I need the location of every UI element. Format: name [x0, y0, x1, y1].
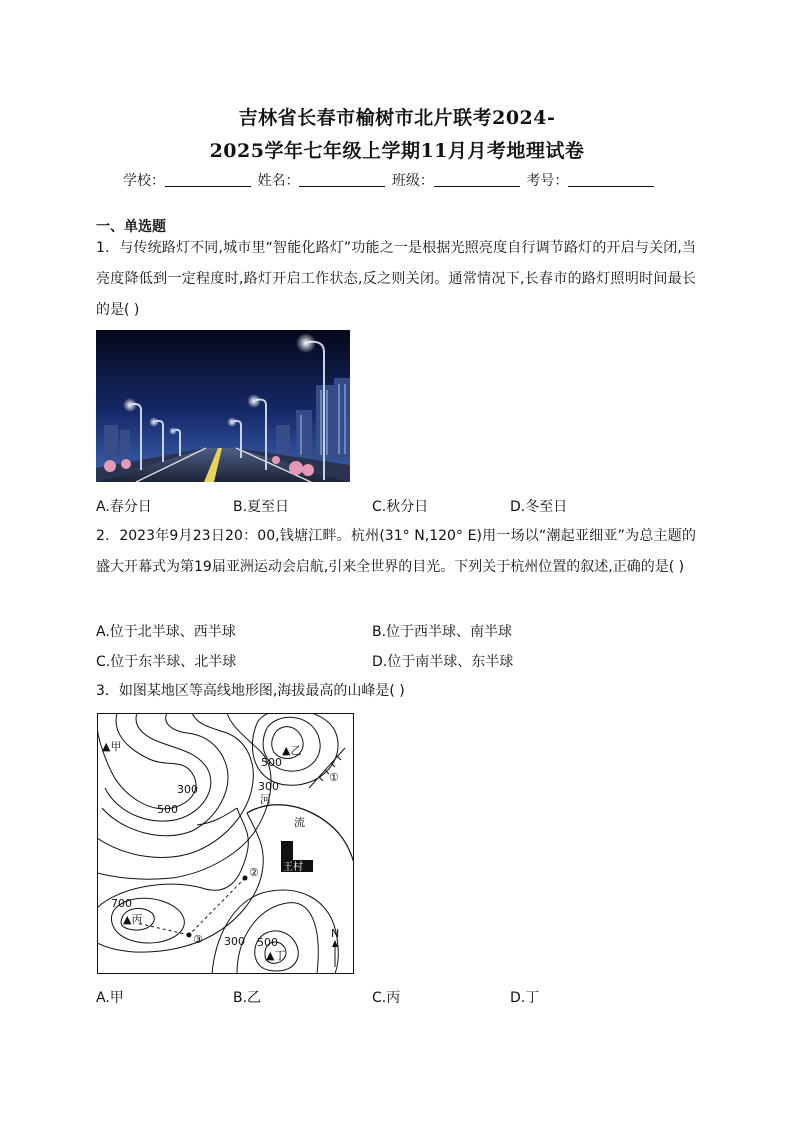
exam-number-label: 考号： — [526, 173, 569, 189]
q2-option-a[interactable]: A.位于北半球、西半球 — [96, 624, 236, 640]
contour-300-b: 300 — [258, 780, 279, 793]
contour-500-a: 500 — [261, 756, 282, 769]
river-label-liu: 流 — [294, 816, 305, 829]
name-label: 姓名： — [257, 173, 300, 189]
question-1-text: 1．与传统路灯不同,城市里“智能化路灯”功能之一是根据光照亮度自行调节路灯的开启与关闭,当亮度降低到一定程度时,路灯开启工作状态,反之则关闭。通常情况下,长春市的路灯照明时间最长的是( ) — [96, 240, 696, 318]
q1-option-b[interactable]: B.夏至日 — [233, 499, 290, 515]
student-info-row — [123, 170, 656, 190]
class-label: 班级： — [391, 173, 434, 189]
question-2-text: 2．2023年9月23日20：00,钱塘江畔。杭州(31° N,120° E)用一场以“潮起亚细亚”为总主题的盛大开幕式为第19届亚洲运动会启航,引来全世界的目光。下列关于杭州位置的叙述,正确的是( ) — [96, 528, 696, 575]
peak-yi-label: ▲乙 — [282, 744, 302, 757]
name-blank[interactable] — [299, 172, 385, 187]
q2-option-b[interactable]: B.位于西半球、南半球 — [372, 624, 513, 640]
village-label: 王村 — [283, 862, 303, 873]
q3-option-c[interactable]: C.丙 — [372, 990, 401, 1006]
q1-option-c[interactable]: C.秋分日 — [372, 499, 429, 515]
exam-number-blank[interactable] — [568, 172, 654, 187]
q2-option-d[interactable]: D.位于南半球、东半球 — [372, 654, 514, 670]
school-label: 学校： — [123, 173, 165, 189]
class-blank[interactable] — [434, 172, 520, 187]
q1-option-d[interactable]: D.冬至日 — [510, 499, 568, 515]
q3-option-b[interactable]: B.乙 — [233, 990, 262, 1006]
peak-bing-label: ▲丙 — [123, 913, 143, 926]
q2-option-c[interactable]: C.位于东半球、北半球 — [96, 654, 237, 670]
contour-map — [97, 713, 354, 974]
peak-ding-label: ▲丁 — [266, 949, 286, 962]
contour-300-a: 300 — [177, 783, 198, 796]
question-3-text: 3．如图某地区等高线地形图,海拔最高的山峰是( ) — [96, 683, 405, 699]
contour-700: 700 — [111, 897, 132, 910]
q1-option-a[interactable]: A.春分日 — [96, 499, 152, 515]
peak-jia-label: ▲甲 — [102, 740, 122, 753]
street-light-photo — [96, 330, 350, 482]
north-label: N — [331, 927, 340, 940]
contour-500-c: 500 — [257, 936, 278, 949]
point-3-label: ③ — [193, 933, 203, 946]
exam-title-line2: 2025学年七年级上学期11月月考地理试卷 — [209, 140, 585, 162]
contour-500-b: 500 — [157, 803, 178, 816]
q3-option-d[interactable]: D.丁 — [510, 990, 540, 1006]
exam-title-line1: 吉林省长春市榆树市北片联考2024- — [238, 107, 556, 129]
point-1-label: ① — [329, 771, 339, 784]
section-heading: 一、单选题 — [96, 219, 166, 235]
q3-option-a[interactable]: A.甲 — [96, 990, 124, 1006]
school-blank[interactable] — [165, 172, 251, 187]
contour-300-c: 300 — [224, 935, 245, 948]
point-2-label: ② — [249, 866, 259, 879]
river-label-he: 河 — [260, 793, 271, 806]
